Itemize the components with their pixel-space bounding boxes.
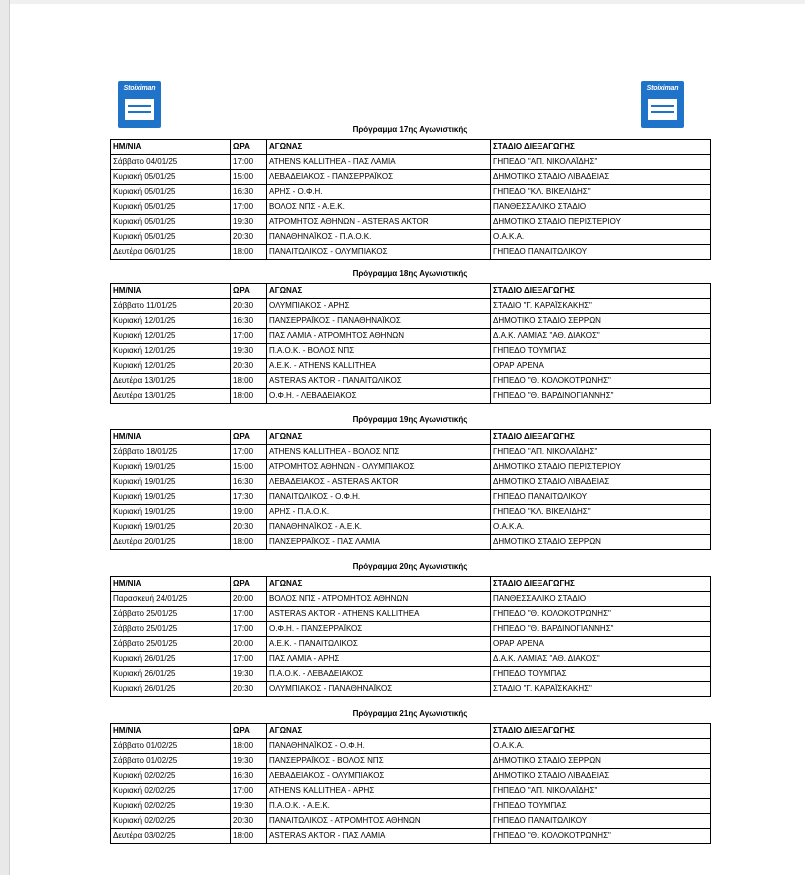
table-row — [111, 784, 711, 799]
match-date: Σάββατο 25/01/25 — [111, 622, 231, 637]
match-time: 17:30 — [231, 490, 267, 505]
match-time: 19:30 — [231, 754, 267, 769]
stoiximan-logo-right — [641, 81, 684, 128]
match-teams: ΠΑΝΑΘΗΝΑΪΚΟΣ - Α.Ε.Κ. — [267, 520, 491, 535]
match-date: Σάββατο 25/01/25 — [111, 607, 231, 622]
table-row — [111, 170, 711, 185]
match-stadium: ΠΑΝΘΕΣΣΑΛΙΚΟ ΣΤΑΔΙΟ — [491, 592, 711, 607]
match-stadium: ΓΗΠΕΔΟ ΠΑΝΑΙΤΩΛΙΚΟΥ — [491, 814, 711, 829]
match-stadium: ΓΗΠΕΔΟ "ΑΠ. ΝΙΚΟΛΑΪΔΗΣ" — [491, 155, 711, 170]
ticket-icon — [648, 99, 677, 120]
match-date: Δευτέρα 06/01/25 — [111, 245, 231, 260]
match-date: Κυριακή 05/01/25 — [111, 215, 231, 230]
header-stadium: ΣΤΑΔΙΟ ΔΙΕΞΑΓΩΓΗΣ — [491, 284, 711, 299]
match-time: 18:00 — [231, 374, 267, 389]
match-date: Κυριακή 26/01/25 — [111, 667, 231, 682]
match-stadium: Ο.Α.Κ.Α. — [491, 739, 711, 754]
table-row — [111, 520, 711, 535]
match-time: 16:30 — [231, 769, 267, 784]
match-date: Κυριακή 02/02/25 — [111, 799, 231, 814]
match-teams: Ο.Φ.Η. - ΛΕΒΑΔΕΙΑΚΟΣ — [267, 389, 491, 404]
match-teams: ATHENS KALLITHEA - ΒΟΛΟΣ ΝΠΣ — [267, 445, 491, 460]
header-date: ΗΜ/ΝΙΑ — [111, 724, 231, 739]
match-teams: ΠΑΝΣΕΡΡΑΪΚΟΣ - ΠΑΝΑΘΗΝΑΪΚΟΣ — [267, 314, 491, 329]
table-row — [111, 769, 711, 784]
header-match: ΑΓΩΝΑΣ — [267, 724, 491, 739]
match-stadium: ΓΗΠΕΔΟ ΠΑΝΑΙΤΩΛΙΚΟΥ — [491, 245, 711, 260]
match-stadium: Δ.Α.Κ. ΛΑΜΙΑΣ "ΑΘ. ΔΙΑΚΟΣ" — [491, 329, 711, 344]
header-date: ΗΜ/ΝΙΑ — [111, 284, 231, 299]
match-time: 17:00 — [231, 652, 267, 667]
match-date: Κυριακή 19/01/25 — [111, 490, 231, 505]
match-time: 20:00 — [231, 592, 267, 607]
match-date: Κυριακή 12/01/25 — [111, 359, 231, 374]
table-row — [111, 622, 711, 637]
match-date: Κυριακή 19/01/25 — [111, 475, 231, 490]
match-time: 20:30 — [231, 230, 267, 245]
match-stadium: ΔΗΜΟΤΙΚΟ ΣΤΑΔΙΟ ΛΙΒΑΔΕΙΑΣ — [491, 170, 711, 185]
match-date: Κυριακή 12/01/25 — [111, 329, 231, 344]
table-row — [111, 389, 711, 404]
table-row — [111, 505, 711, 520]
round-title: Πρόγραμμα 18ης Αγωνιστικής — [352, 269, 468, 278]
match-date: Κυριακή 05/01/25 — [111, 185, 231, 200]
match-teams: ΠΑΣ ΛΑΜΙΑ - ΑΡΗΣ — [267, 652, 491, 667]
match-teams: ASTERAS AKTOR - ATHENS KALLITHEA — [267, 607, 491, 622]
header-time: ΩΡΑ — [231, 724, 267, 739]
match-date: Δευτέρα 03/02/25 — [111, 829, 231, 844]
round-title: Πρόγραμμα 17ης Αγωνιστικής — [352, 125, 468, 134]
match-stadium: ΔΗΜΟΤΙΚΟ ΣΤΑΔΙΟ ΛΙΒΑΔΕΙΑΣ — [491, 769, 711, 784]
match-stadium: ΓΗΠΕΔΟ "ΚΛ. ΒΙΚΕΛΙΔΗΣ" — [491, 505, 711, 520]
match-stadium: ΓΗΠΕΔΟ "Θ. ΚΟΛΟΚΟΤΡΩΝΗΣ" — [491, 374, 711, 389]
match-stadium: ΓΗΠΕΔΟ ΤΟΥΜΠΑΣ — [491, 799, 711, 814]
table-row — [111, 215, 711, 230]
table-row — [111, 652, 711, 667]
table-row — [111, 637, 711, 652]
table-row — [111, 682, 711, 697]
match-stadium: ΔΗΜΟΤΙΚΟ ΣΤΑΔΙΟ ΣΕΡΡΩΝ — [491, 754, 711, 769]
match-time: 19:30 — [231, 344, 267, 359]
match-date: Δευτέρα 20/01/25 — [111, 535, 231, 550]
match-stadium: ΣΤΑΔΙΟ "Γ. ΚΑΡΑΪΣΚΑΚΗΣ" — [491, 299, 711, 314]
header-stadium: ΣΤΑΔΙΟ ΔΙΕΞΑΓΩΓΗΣ — [491, 140, 711, 155]
header-match: ΑΓΩΝΑΣ — [267, 284, 491, 299]
match-date: Κυριακή 05/01/25 — [111, 170, 231, 185]
match-time: 20:30 — [231, 682, 267, 697]
match-time: 20:30 — [231, 299, 267, 314]
table-row — [111, 460, 711, 475]
match-teams: ΑΤΡΟΜΗΤΟΣ ΑΘΗΝΩΝ - ASTERAS AKTOR — [267, 215, 491, 230]
match-time: 17:00 — [231, 445, 267, 460]
match-stadium: ΓΗΠΕΔΟ "Θ. ΒΑΡΔΙΝΟΓΙΑΝΝΗΣ" — [491, 389, 711, 404]
table-row — [111, 475, 711, 490]
match-stadium: ΔΗΜΟΤΙΚΟ ΣΤΑΔΙΟ ΣΕΡΡΩΝ — [491, 535, 711, 550]
match-time: 20:00 — [231, 637, 267, 652]
table-row — [111, 754, 711, 769]
match-teams: ΟΛΥΜΠΙΑΚΟΣ - ΑΡΗΣ — [267, 299, 491, 314]
match-teams: ΒΟΛΟΣ ΝΠΣ - Α.Ε.Κ. — [267, 200, 491, 215]
match-teams: Π.Α.Ο.Κ. - ΒΟΛΟΣ ΝΠΣ — [267, 344, 491, 359]
match-stadium: ΓΗΠΕΔΟ "Θ. ΚΟΛΟΚΟΤΡΩΝΗΣ" — [491, 829, 711, 844]
match-time: 17:00 — [231, 200, 267, 215]
match-stadium: Ο.Α.Κ.Α. — [491, 520, 711, 535]
match-teams: ΑΤΡΟΜΗΤΟΣ ΑΘΗΝΩΝ - ΟΛΥΜΠΙΑΚΟΣ — [267, 460, 491, 475]
match-teams: ΠΑΣ ΛΑΜΙΑ - ΑΤΡΟΜΗΤΟΣ ΑΘΗΝΩΝ — [267, 329, 491, 344]
table-row — [111, 359, 711, 374]
match-time: 16:30 — [231, 475, 267, 490]
match-time: 18:00 — [231, 535, 267, 550]
match-teams: Ο.Φ.Η. - ΠΑΝΣΕΡΡΑΪΚΟΣ — [267, 622, 491, 637]
match-time: 17:00 — [231, 155, 267, 170]
match-time: 17:00 — [231, 329, 267, 344]
header-time: ΩΡΑ — [231, 577, 267, 592]
match-stadium: ΔΗΜΟΤΙΚΟ ΣΤΑΔΙΟ ΠΕΡΙΣΤΕΡΙΟΥ — [491, 460, 711, 475]
header-row — [111, 724, 711, 739]
match-time: 17:00 — [231, 607, 267, 622]
match-date: Κυριακή 19/01/25 — [111, 460, 231, 475]
match-date: Παρασκευή 24/01/25 — [111, 592, 231, 607]
table-row — [111, 344, 711, 359]
match-stadium: ΓΗΠΕΔΟ ΤΟΥΜΠΑΣ — [491, 667, 711, 682]
header-date: ΗΜ/ΝΙΑ — [111, 430, 231, 445]
match-teams: Α.Ε.Κ. - ATHENS KALLITHEA — [267, 359, 491, 374]
match-date: Κυριακή 12/01/25 — [111, 314, 231, 329]
match-stadium: Δ.Α.Κ. ΛΑΜΙΑΣ "ΑΘ. ΔΙΑΚΟΣ" — [491, 652, 711, 667]
match-date: Κυριακή 02/02/25 — [111, 814, 231, 829]
round-title: Πρόγραμμα 19ης Αγωνιστικής — [352, 415, 468, 424]
match-teams: ATHENS KALLITHEA - ΑΡΗΣ — [267, 784, 491, 799]
logo-text: Stoiximan — [123, 85, 156, 92]
match-teams: ASTERAS AKTOR - ΠΑΝΑΙΤΩΛΙΚΟΣ — [267, 374, 491, 389]
match-stadium: OPAP ΑΡΕΝΑ — [491, 637, 711, 652]
match-date: Κυριακή 26/01/25 — [111, 682, 231, 697]
match-stadium: ΓΗΠΕΔΟ "Θ. ΚΟΛΟΚΟΤΡΩΝΗΣ" — [491, 607, 711, 622]
header-row — [111, 140, 711, 155]
match-date: Σάββατο 01/02/25 — [111, 754, 231, 769]
header-stadium: ΣΤΑΔΙΟ ΔΙΕΞΑΓΩΓΗΣ — [491, 577, 711, 592]
match-time: 18:00 — [231, 245, 267, 260]
match-date: Σάββατο 25/01/25 — [111, 637, 231, 652]
match-teams: ΑΡΗΣ - Π.Α.Ο.Κ. — [267, 505, 491, 520]
schedule-table — [110, 576, 711, 697]
ticket-icon — [125, 99, 154, 120]
match-teams: ΑΡΗΣ - Ο.Φ.Η. — [267, 185, 491, 200]
match-time: 20:30 — [231, 359, 267, 374]
table-row — [111, 445, 711, 460]
table-row — [111, 314, 711, 329]
header-match: ΑΓΩΝΑΣ — [267, 577, 491, 592]
match-time: 19:30 — [231, 799, 267, 814]
match-date: Κυριακή 05/01/25 — [111, 230, 231, 245]
schedule-table — [110, 139, 711, 260]
table-row — [111, 799, 711, 814]
match-date: Κυριακή 26/01/25 — [111, 652, 231, 667]
match-stadium: ΠΑΝΘΕΣΣΑΛΙΚΟ ΣΤΑΔΙΟ — [491, 200, 711, 215]
match-stadium: ΣΤΑΔΙΟ "Γ. ΚΑΡΑΪΣΚΑΚΗΣ" — [491, 682, 711, 697]
match-teams: ΠΑΝΑΙΤΩΛΙΚΟΣ - Ο.Φ.Η. — [267, 490, 491, 505]
match-time: 20:30 — [231, 520, 267, 535]
match-stadium: ΔΗΜΟΤΙΚΟ ΣΤΑΔΙΟ ΛΙΒΑΔΕΙΑΣ — [491, 475, 711, 490]
match-stadium: ΓΗΠΕΔΟ ΠΑΝΑΙΤΩΛΙΚΟΥ — [491, 490, 711, 505]
match-teams: ΛΕΒΑΔΕΙΑΚΟΣ - ΟΛΥΜΠΙΑΚΟΣ — [267, 769, 491, 784]
match-time: 15:00 — [231, 170, 267, 185]
match-date: Σάββατο 04/01/25 — [111, 155, 231, 170]
header-time: ΩΡΑ — [231, 430, 267, 445]
match-teams: ΠΑΝΑΘΗΝΑΪΚΟΣ - Ο.Φ.Η. — [267, 739, 491, 754]
header-row — [111, 577, 711, 592]
table-row — [111, 814, 711, 829]
table-row — [111, 329, 711, 344]
table-row — [111, 739, 711, 754]
table-row — [111, 490, 711, 505]
logo-text: Stoiximan — [646, 85, 679, 92]
match-time: 15:00 — [231, 460, 267, 475]
match-time: 18:00 — [231, 829, 267, 844]
header-stadium: ΣΤΑΔΙΟ ΔΙΕΞΑΓΩΓΗΣ — [491, 724, 711, 739]
match-date: Κυριακή 02/02/25 — [111, 769, 231, 784]
match-date: Δευτέρα 13/01/25 — [111, 389, 231, 404]
match-stadium: ΓΗΠΕΔΟ "ΑΠ. ΝΙΚΟΛΑΪΔΗΣ" — [491, 445, 711, 460]
match-teams: ATHENS KALLITHEA - ΠΑΣ ΛΑΜΙΑ — [267, 155, 491, 170]
match-stadium: ΓΗΠΕΔΟ "ΚΛ. ΒΙΚΕΛΙΔΗΣ" — [491, 185, 711, 200]
header-date: ΗΜ/ΝΙΑ — [111, 140, 231, 155]
match-teams: ΛΕΒΑΔΕΙΑΚΟΣ - ASTERAS AKTOR — [267, 475, 491, 490]
viewer-top-edge — [0, 0, 805, 4]
table-row — [111, 535, 711, 550]
match-teams: ΠΑΝΣΕΡΡΑΪΚΟΣ - ΠΑΣ ΛΑΜΙΑ — [267, 535, 491, 550]
match-date: Κυριακή 12/01/25 — [111, 344, 231, 359]
match-time: 17:00 — [231, 622, 267, 637]
match-time: 18:00 — [231, 739, 267, 754]
schedule-table — [110, 283, 711, 404]
match-time: 16:30 — [231, 314, 267, 329]
header-match: ΑΓΩΝΑΣ — [267, 430, 491, 445]
match-stadium: ΓΗΠΕΔΟ "ΑΠ. ΝΙΚΟΛΑΪΔΗΣ" — [491, 784, 711, 799]
match-teams: ΒΟΛΟΣ ΝΠΣ - ΑΤΡΟΜΗΤΟΣ ΑΘΗΝΩΝ — [267, 592, 491, 607]
match-stadium: Ο.Α.Κ.Α. — [491, 230, 711, 245]
match-teams: Π.Α.Ο.Κ. - ΛΕΒΑΔΕΙΑΚΟΣ — [267, 667, 491, 682]
match-teams: Π.Α.Ο.Κ. - Α.Ε.Κ. — [267, 799, 491, 814]
header-time: ΩΡΑ — [231, 140, 267, 155]
match-date: Σάββατο 11/01/25 — [111, 299, 231, 314]
match-time: 18:00 — [231, 389, 267, 404]
match-time: 16:30 — [231, 185, 267, 200]
round-title: Πρόγραμμα 20ης Αγωνιστικής — [352, 562, 468, 571]
table-row — [111, 155, 711, 170]
header-match: ΑΓΩΝΑΣ — [267, 140, 491, 155]
header-time: ΩΡΑ — [231, 284, 267, 299]
viewer-left-edge — [0, 0, 10, 875]
match-teams: ΠΑΝΑΙΤΩΛΙΚΟΣ - ΑΤΡΟΜΗΤΟΣ ΑΘΗΝΩΝ — [267, 814, 491, 829]
header-row — [111, 430, 711, 445]
match-date: Σάββατο 01/02/25 — [111, 739, 231, 754]
table-row — [111, 592, 711, 607]
match-date: Σάββατο 18/01/25 — [111, 445, 231, 460]
match-time: 20:30 — [231, 814, 267, 829]
match-date: Κυριακή 19/01/25 — [111, 520, 231, 535]
table-row — [111, 667, 711, 682]
table-row — [111, 374, 711, 389]
schedule-table — [110, 429, 711, 550]
match-date: Δευτέρα 13/01/25 — [111, 374, 231, 389]
table-row — [111, 607, 711, 622]
match-time: 19:30 — [231, 667, 267, 682]
header-row — [111, 284, 711, 299]
table-row — [111, 245, 711, 260]
table-row — [111, 200, 711, 215]
header-stadium: ΣΤΑΔΙΟ ΔΙΕΞΑΓΩΓΗΣ — [491, 430, 711, 445]
match-stadium: ΔΗΜΟΤΙΚΟ ΣΤΑΔΙΟ ΠΕΡΙΣΤΕΡΙΟΥ — [491, 215, 711, 230]
match-stadium: ΓΗΠΕΔΟ ΤΟΥΜΠΑΣ — [491, 344, 711, 359]
table-row — [111, 185, 711, 200]
match-date: Κυριακή 19/01/25 — [111, 505, 231, 520]
match-teams: ΛΕΒΑΔΕΙΑΚΟΣ - ΠΑΝΣΕΡΡΑΪΚΟΣ — [267, 170, 491, 185]
schedule-table — [110, 723, 711, 844]
match-stadium: OPAP ΑΡΕΝΑ — [491, 359, 711, 374]
match-teams: Α.Ε.Κ. - ΠΑΝΑΙΤΩΛΙΚΟΣ — [267, 637, 491, 652]
match-time: 17:00 — [231, 784, 267, 799]
match-teams: ΠΑΝΣΕΡΡΑΪΚΟΣ - ΒΟΛΟΣ ΝΠΣ — [267, 754, 491, 769]
match-teams: ASTERAS AKTOR - ΠΑΣ ΛΑΜΙΑ — [267, 829, 491, 844]
match-date: Κυριακή 05/01/25 — [111, 200, 231, 215]
table-row — [111, 299, 711, 314]
table-row — [111, 829, 711, 844]
table-row — [111, 230, 711, 245]
stoiximan-logo-left — [118, 81, 161, 128]
header-date: ΗΜ/ΝΙΑ — [111, 577, 231, 592]
match-teams: ΟΛΥΜΠΙΑΚΟΣ - ΠΑΝΑΘΗΝΑΪΚΟΣ — [267, 682, 491, 697]
match-stadium: ΓΗΠΕΔΟ "Θ. ΒΑΡΔΙΝΟΓΙΑΝΝΗΣ" — [491, 622, 711, 637]
match-time: 19:30 — [231, 215, 267, 230]
match-teams: ΠΑΝΑΙΤΩΛΙΚΟΣ - ΟΛΥΜΠΙΑΚΟΣ — [267, 245, 491, 260]
match-time: 19:00 — [231, 505, 267, 520]
match-date: Κυριακή 02/02/25 — [111, 784, 231, 799]
match-teams: ΠΑΝΑΘΗΝΑΪΚΟΣ - Π.Α.Ο.Κ. — [267, 230, 491, 245]
round-title: Πρόγραμμα 21ης Αγωνιστικής — [352, 709, 468, 718]
match-stadium: ΔΗΜΟΤΙΚΟ ΣΤΑΔΙΟ ΣΕΡΡΩΝ — [491, 314, 711, 329]
